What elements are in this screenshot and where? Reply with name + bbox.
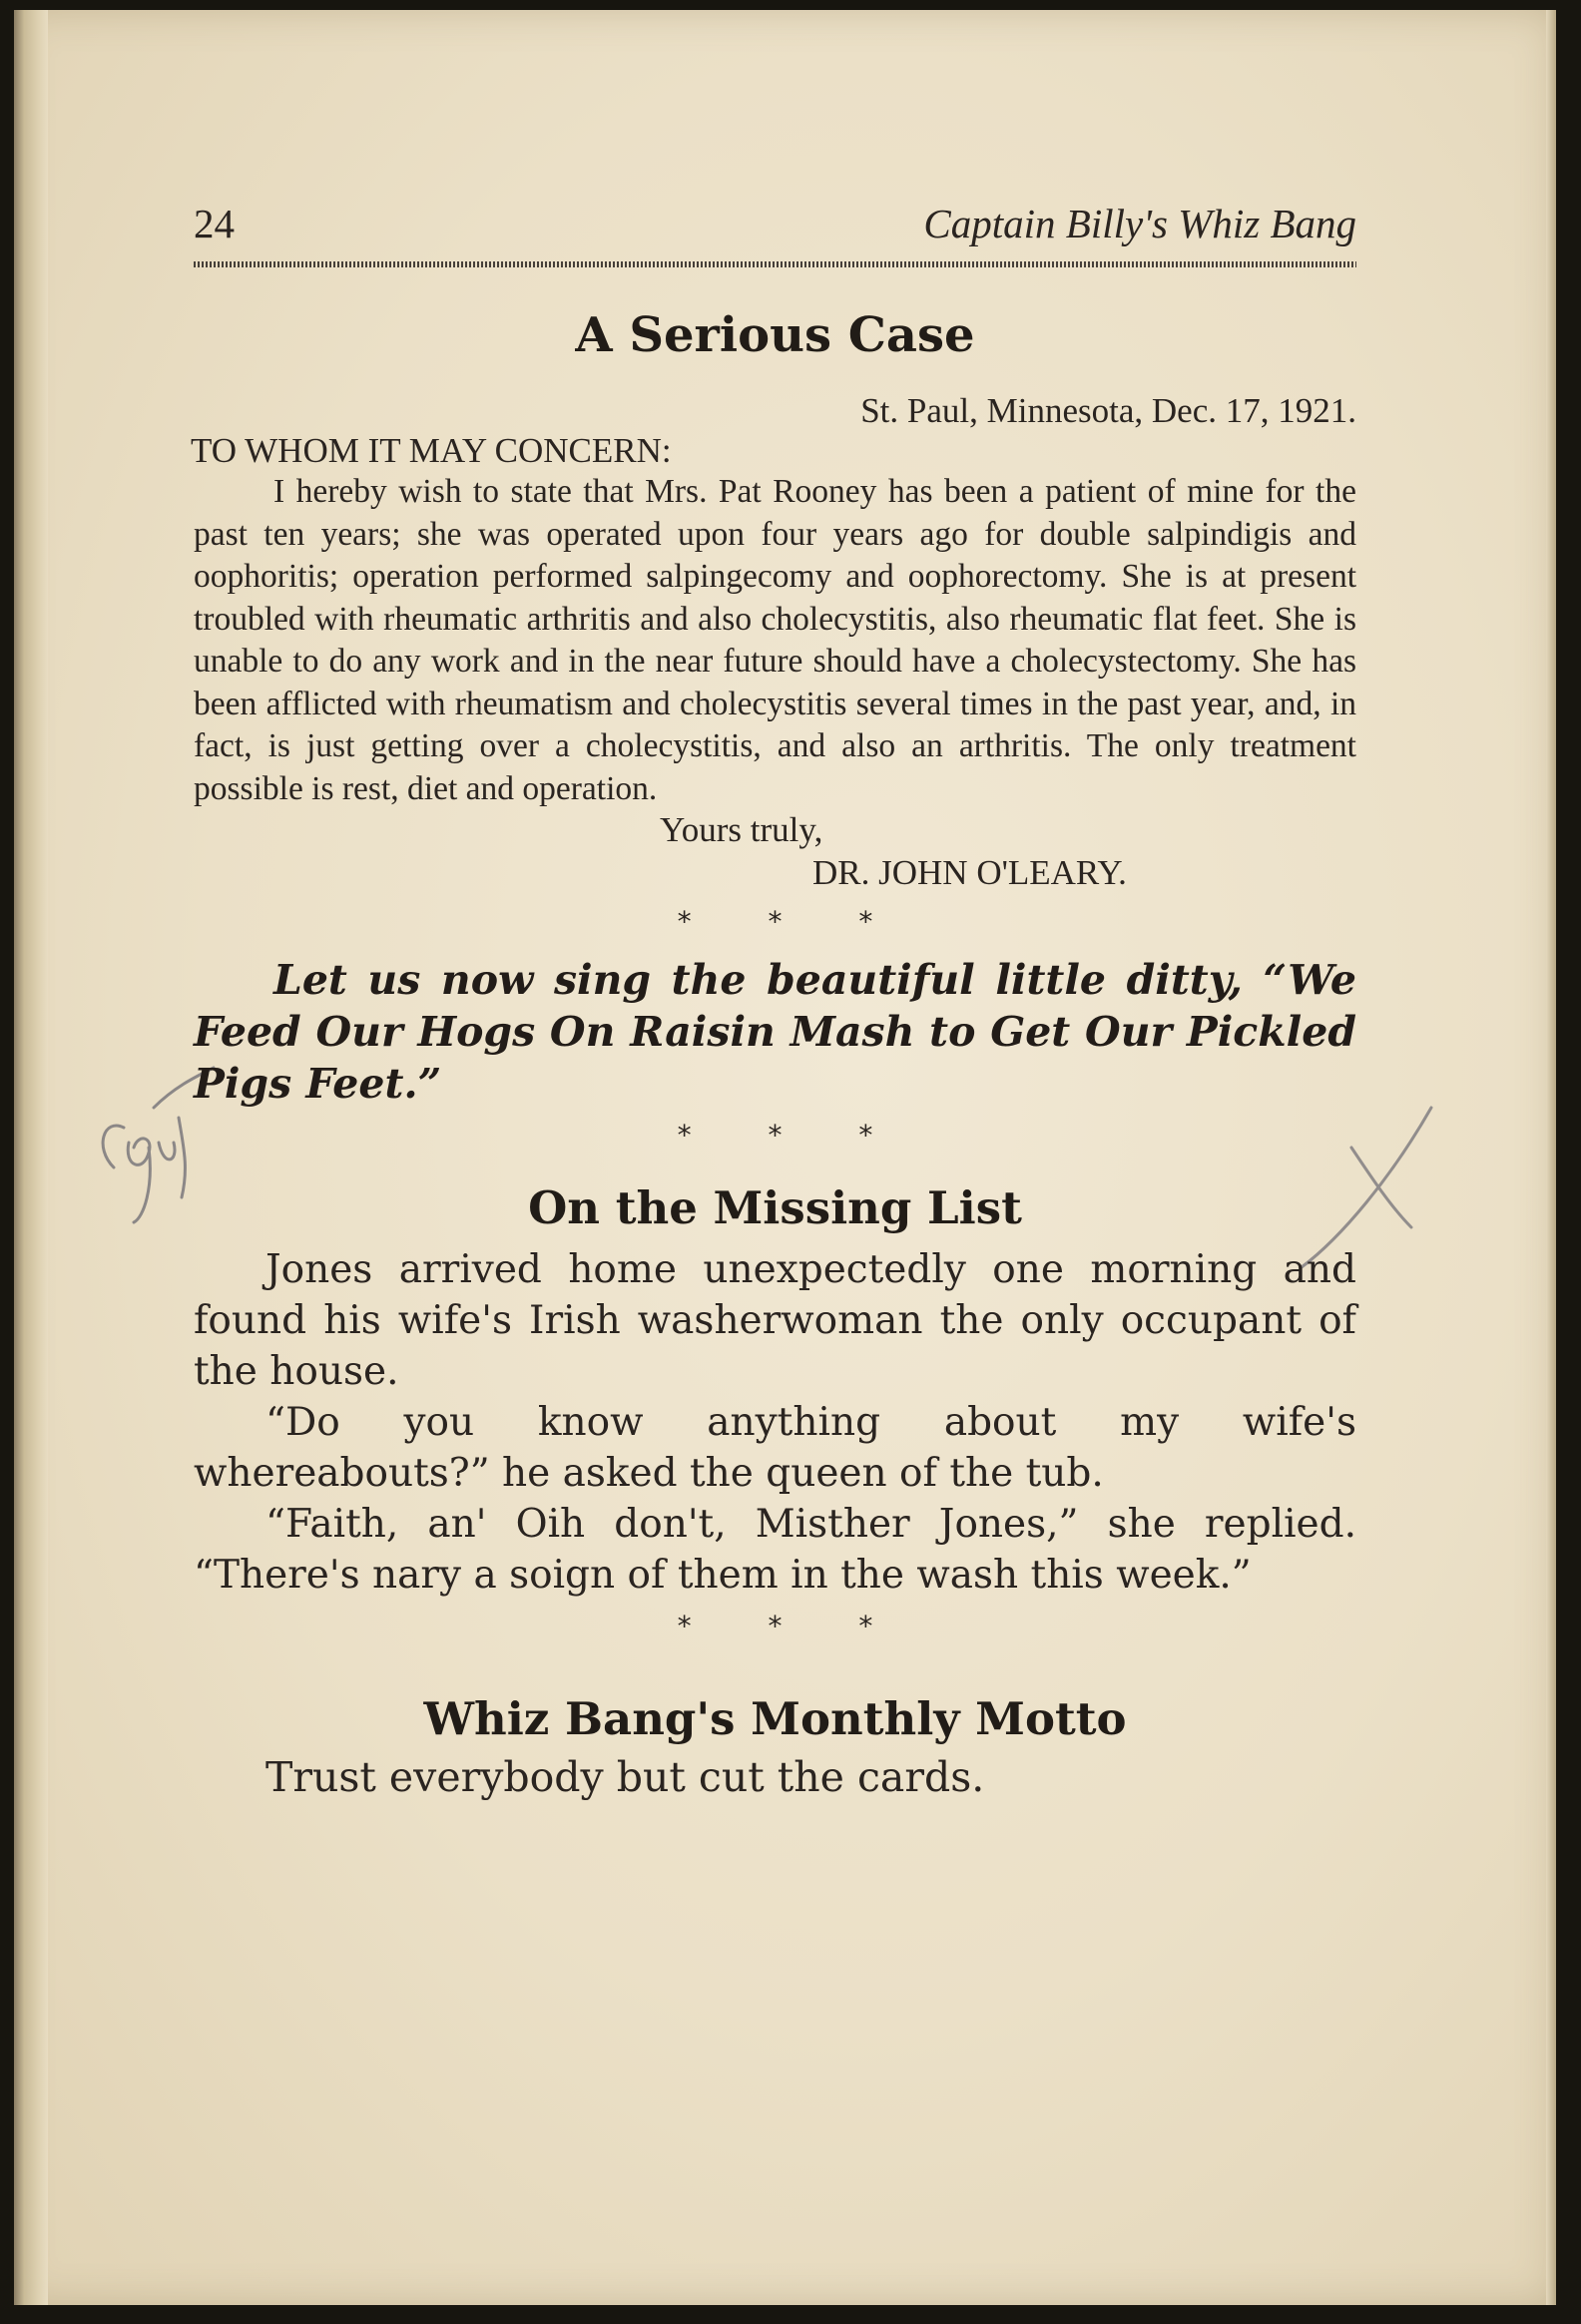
motto-text: Trust everybody but cut the cards.: [265, 1753, 985, 1801]
story-paragraph: “Faith, an' Oih don't, Misther Jones,” she replied. “There's nary a soign of them in the wash this week.”: [194, 1502, 1356, 1598]
page-edge: [1546, 10, 1556, 2305]
serious-case-heading: A Serious Case: [575, 307, 975, 363]
motto-heading: Whiz Bang's Monthly Motto: [423, 1692, 1127, 1745]
publication-title: Captain Billy's Whiz Bang: [923, 201, 1356, 246]
letter-salutation: TO WHOM IT MAY CONCERN:: [191, 431, 672, 470]
section-separator: * * *: [677, 905, 907, 938]
letter-dateline: St. Paul, Minnesota, Dec. 17, 1921.: [860, 391, 1356, 430]
letter-signature: DR. JOHN O'LEARY.: [812, 853, 1127, 892]
story-paragraph: “Do you know anything about my wife's whereabouts?” he asked the queen of the tub.: [194, 1400, 1356, 1496]
ditty-paragraph: Let us now sing the beautiful little ditty, “We Feed Our Hogs On Raisin Mash to Get Our Pickled Pigs Feet.”: [194, 956, 1356, 1108]
section-separator: * * *: [677, 1119, 907, 1152]
page-number: 24: [194, 201, 235, 246]
magazine-page: [14, 10, 1556, 2305]
letter-closing: Yours truly,: [660, 810, 823, 849]
header-rule: [194, 261, 1356, 267]
story-paragraph: Jones arrived home unexpectedly one morning and found his wife's Irish washerwoman the only occupant of the house.: [194, 1247, 1356, 1394]
missing-list-heading: On the Missing List: [528, 1181, 1022, 1234]
page-spine: [14, 10, 48, 2305]
section-separator: * * *: [677, 1610, 907, 1642]
missing-list-story: [194, 1244, 1356, 1601]
page-content: [191, 200, 1356, 1805]
running-head: [194, 200, 1356, 255]
letter-body: I hereby wish to state that Mrs. Pat Rooney has been a patient of mine for the past ten years; she was operated upon four years ago for double salpindigis and oophoritis; operation performed salpingecomy and oophorectomy. She is at present troubled with rheumatic arthritis and also cholecystitis, also rheumatic flat feet. She is unable to do any work and in the near future should have a cholecystectomy. She has been afflicted with rheumatism and cholecystitis several times in the past year, and, in fact, is just getting over a cholecystitis, and also an arthritis. The only treatment possible is rest, diet and operation.: [194, 473, 1356, 807]
